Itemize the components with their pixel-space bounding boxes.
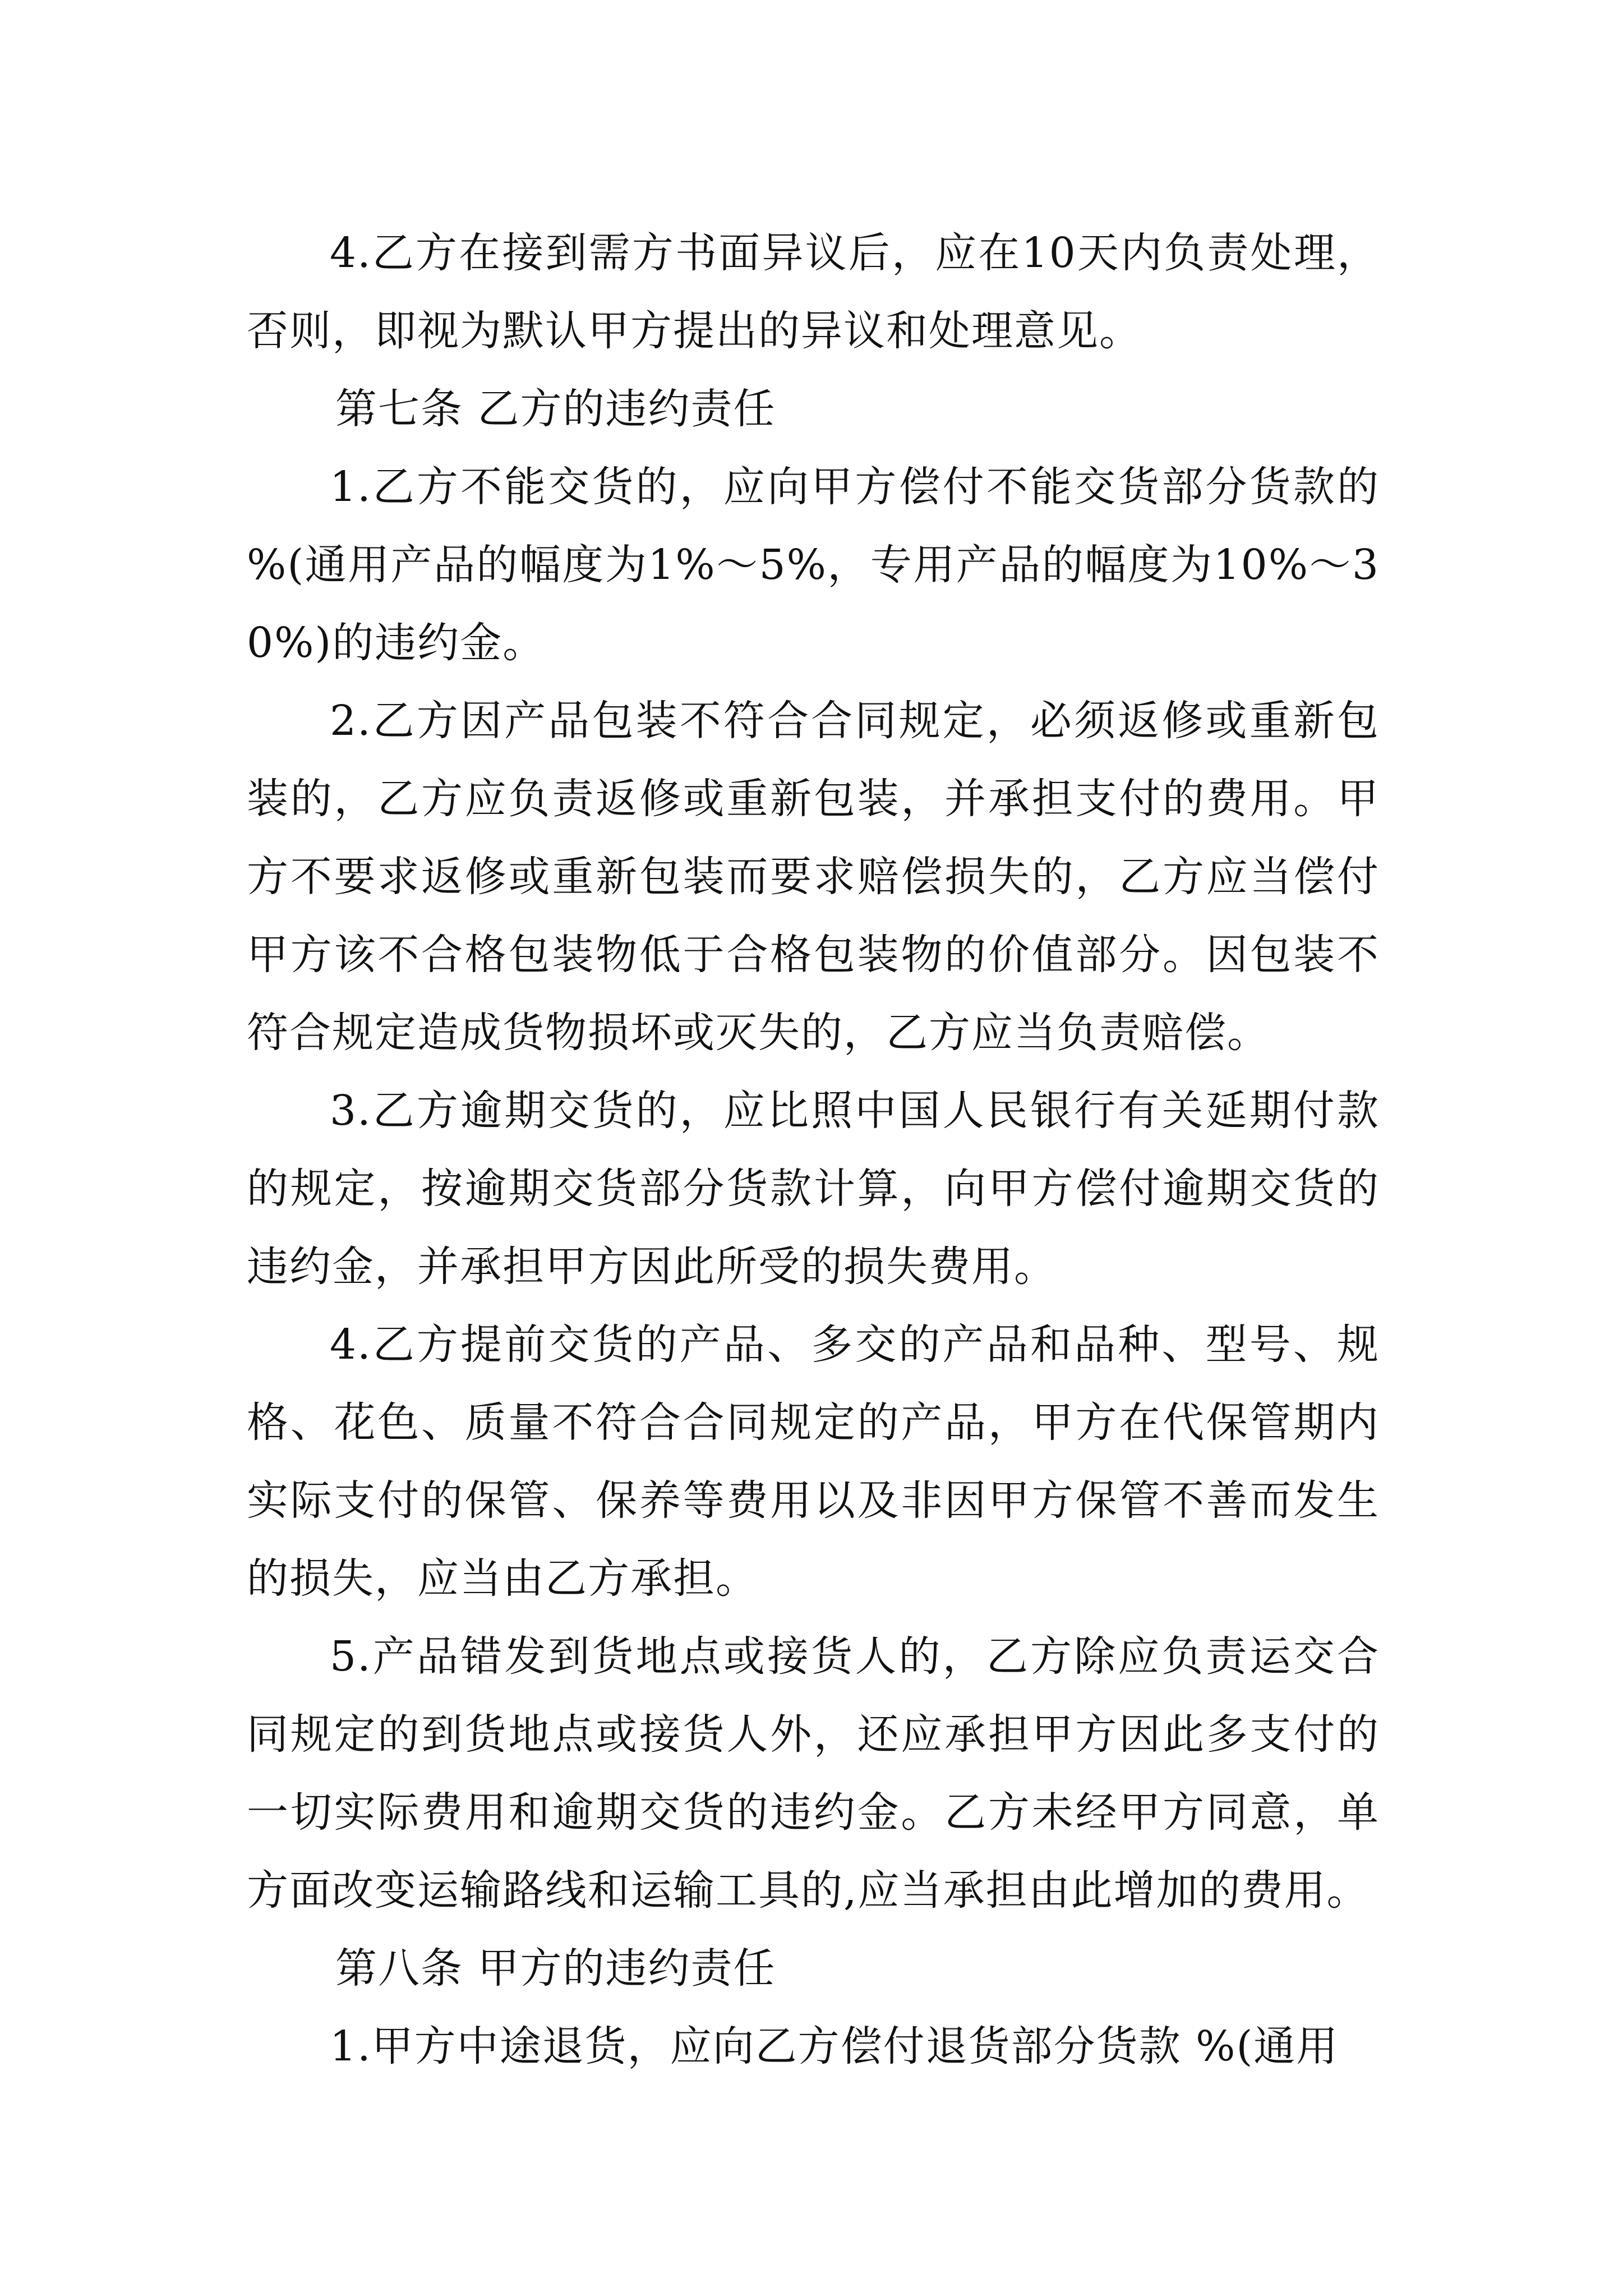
heading-article-8: 第八条 甲方的违约责任 [335,1944,776,1993]
document-body [247,214,1380,2086]
paragraph-non-delivery: 1.乙方不能交货的，应向甲方偿付不能交货部分货款的 %(通用产品的幅度为1%～5%，专用产品的幅度为10%～30%)的违约金。 [247,463,1380,667]
paragraph-return-goods: 1.甲方中途退货，应向乙方偿付退货部分货款 %(通用 [330,2022,1339,2070]
paragraph-late-delivery: 3.乙方逾期交货的，应比照中国人民银行有关延期付款的规定，按逾期交货部分货款计算，向甲方偿付逾期交货的违约金，并承担甲方因此所受的损失费用。 [247,1087,1380,1291]
heading-article-7: 第七条 乙方的违约责任 [335,385,776,433]
paragraph-packaging: 2.乙方因产品包装不符合合同规定，必须返修或重新包装的，乙方应负责返修或重新包装，并承担支付的费用。甲方不要求返修或重新包装而要求赔偿损失的，乙方应当偿付甲方该不合格包装物低于合格包装物的价值部分。因包装不符合规定造成货物损坏或灭失的，乙方应当负责赔偿。 [247,697,1380,1057]
paragraph-misdelivery: 5.产品错发到货地点或接货人的，乙方除应负责运交合同规定的到货地点或接货人外，还应承担甲方因此多支付的一切实际费用和逾期交货的违约金。乙方未经甲方同意，单方面改变运输路线和运输工具的,应当承担由此增加的费用。 [247,1632,1380,1915]
paragraph-objection-handling: 4.乙方在接到需方书面异议后，应在10天内负责处理，否则，即视为默认甲方提出的异议和处理意见。 [247,229,1380,355]
paragraph-early-delivery: 4.乙方提前交货的产品、多交的产品和品种、型号、规格、花色、质量不符合合同规定的产品，甲方在代保管期内实际支付的保管、保养等费用以及非因甲方保管不善而发生的损失，应当由乙方承担。 [247,1320,1380,1603]
